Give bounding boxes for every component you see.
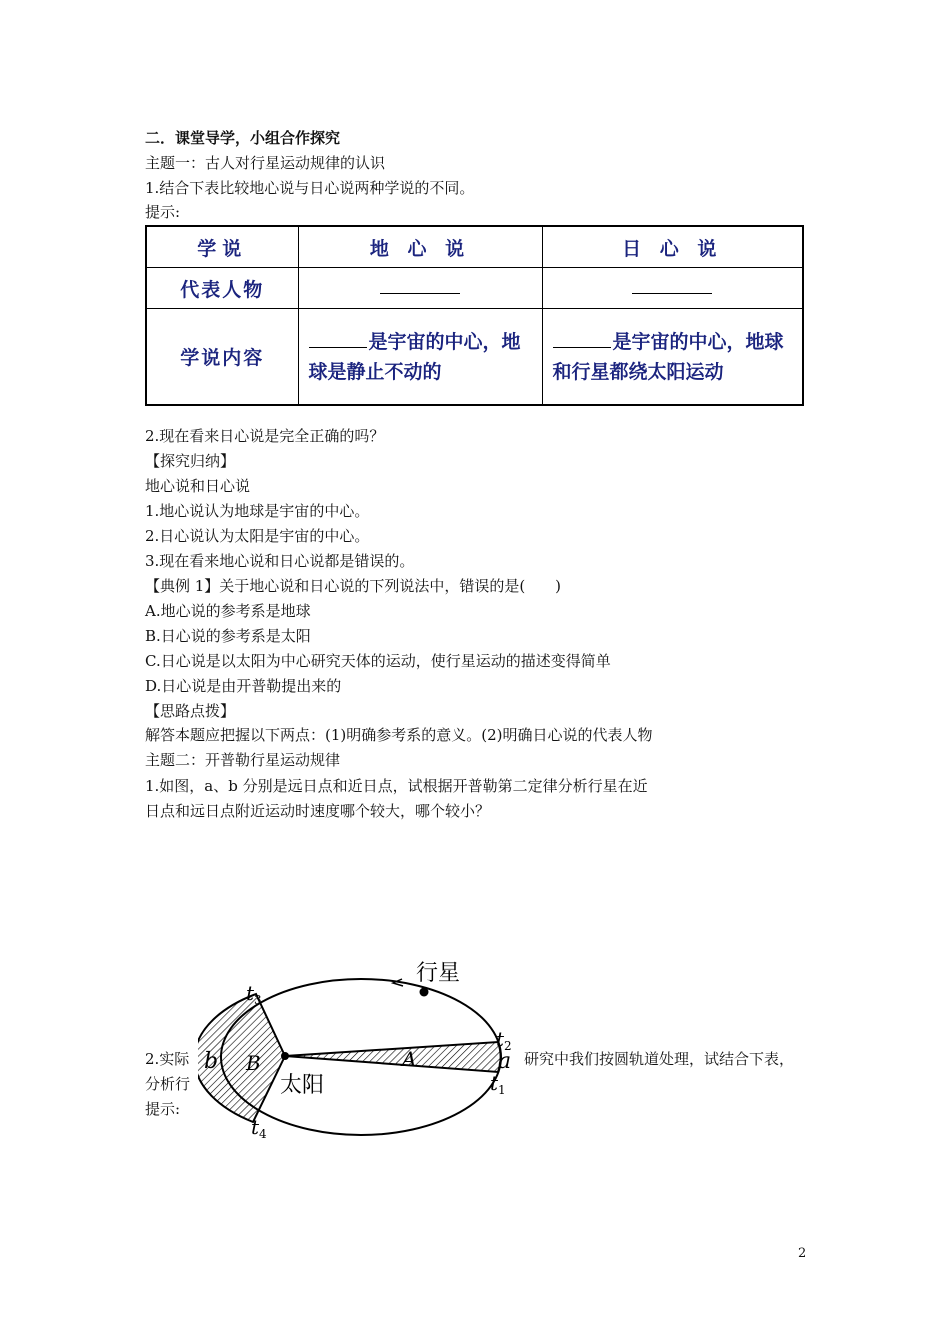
- kepler-orbit-figure: [198, 950, 518, 1150]
- option-c: C.日心说是以太阳为中心研究天体的运动，使行星运动的描述变得简单: [145, 652, 611, 670]
- topic-one-heading: 主题一：古人对行星运动规律的认识: [145, 154, 386, 172]
- comparison-table: [145, 225, 804, 406]
- geo-content-cell: [298, 309, 542, 406]
- page-number: 2: [798, 1246, 807, 1261]
- summary-item: 2.日心说认为太阳是宇宙的中心。: [145, 527, 370, 545]
- sun-dot: [281, 1052, 289, 1060]
- area-a-sector: [285, 1042, 501, 1072]
- option-a: A.地心说的参考系是地球: [145, 602, 311, 620]
- summary-item: 1.地心说认为地球是宇宙的中心。: [145, 502, 370, 520]
- point-b-label: b: [204, 1049, 219, 1074]
- hint-label-two: 提示:: [145, 1100, 181, 1118]
- row-label-people: 代表人物: [146, 268, 298, 309]
- sun-label: 太阳: [280, 1073, 325, 1098]
- helio-content-text: 是宇宙的中心，地球和行星都绕太阳运动: [552, 330, 784, 383]
- option-b: B.日心说的参考系是太阳: [145, 627, 311, 645]
- option-d: D.日心说是由开普勒提出来的: [145, 677, 342, 695]
- table-header-cell: 地 心 说: [298, 226, 542, 268]
- table-header-cell: 学说: [146, 226, 298, 268]
- helio-content-cell: [542, 309, 803, 406]
- summary-item: 3.现在看来地心说和日心说都是错误的。: [145, 552, 415, 570]
- idea-title: 【思路点拨】: [145, 702, 236, 720]
- summary-subtitle: 地心说和日心说: [145, 477, 251, 495]
- geo-people-blank: [298, 268, 542, 309]
- summary-title: 【探究归纳】: [145, 452, 236, 470]
- t4-label: $t_4$: [251, 1115, 267, 1141]
- table-row-content: [146, 309, 803, 406]
- table-header-cell: 日 心 说: [542, 226, 803, 268]
- question-four-prefix: 2.实际: [145, 1050, 190, 1068]
- hint-label: 提示:: [145, 203, 181, 221]
- t2-label: $t_2$: [496, 1027, 512, 1053]
- section-title: 二．课堂导学，小组合作探究: [145, 129, 341, 147]
- point-a-label: a: [498, 1049, 512, 1074]
- planet-label: 行星: [416, 961, 461, 986]
- question-one: 1.结合下表比较地心说与日心说两种学说的不同。: [145, 179, 475, 197]
- geo-content-text: 是宇宙的中心，地球是静止不动的: [308, 330, 521, 383]
- row-label-content: 学说内容: [146, 309, 298, 406]
- t1-label: $t_1$: [490, 1071, 506, 1097]
- topic-two-heading: 主题二：开普勒行星运动规律: [145, 751, 341, 769]
- area-a-label: A: [402, 1047, 417, 1071]
- area-b-label: B: [246, 1051, 261, 1075]
- idea-text: 解答本题应把握以下两点：(1)明确参考系的意义。(2)明确日心说的代表人物: [145, 726, 653, 744]
- question-four-line2: 分析行: [145, 1075, 191, 1093]
- example-title: 【典例 1】关于地心说和日心说的下列说法中，错误的是( ): [145, 577, 562, 595]
- table-header-row: [146, 226, 803, 268]
- question-three-line2: 日点和远日点附近运动时速度哪个较大，哪个较小？: [145, 802, 491, 820]
- question-two: 2.现在看来日心说是完全正确的吗？: [145, 427, 385, 445]
- t3-label: $t_3$: [246, 981, 262, 1007]
- question-four-suffix: 研究中我们按圆轨道处理，试结合下表，: [524, 1050, 795, 1068]
- planet-dot: [420, 988, 429, 997]
- helio-people-blank: [542, 268, 803, 309]
- table-row-people: [146, 268, 803, 309]
- question-three-line1: 1.如图，a、b 分别是远日点和近日点，试根据开普勒第二定律分析行星在近: [145, 777, 648, 795]
